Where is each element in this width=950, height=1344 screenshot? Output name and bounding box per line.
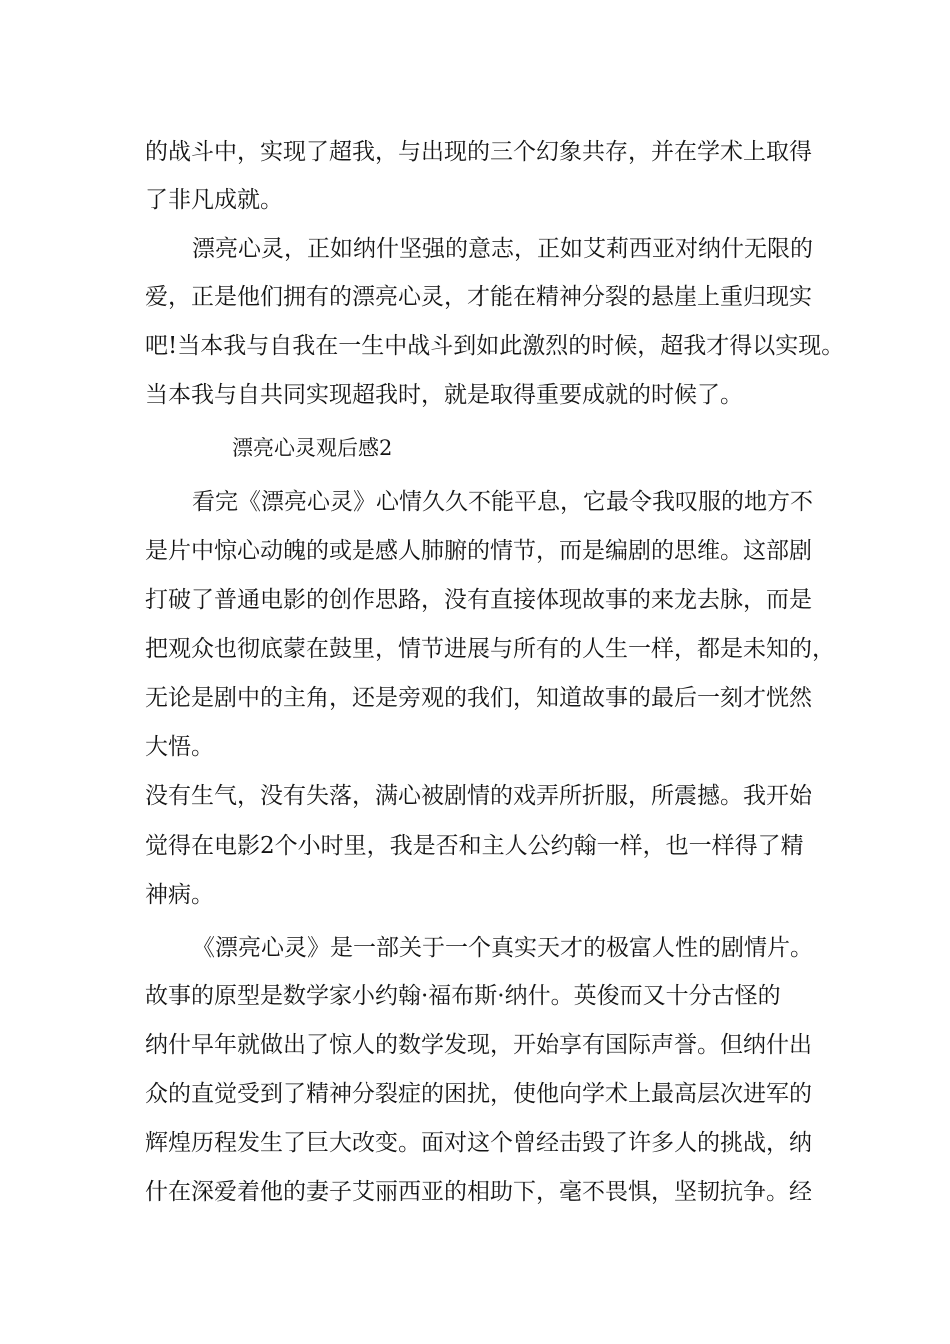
text-line: 了非凡成就。 bbox=[145, 187, 283, 213]
text-line: 什在深爱着他的妻子艾丽西亚的相助下，毫不畏惧，坚韧抗争。经 bbox=[145, 1179, 812, 1205]
text-line: 打破了普通电影的创作思路，没有直接体现故事的来龙去脉，而是 bbox=[145, 587, 812, 613]
text-line: 的战斗中，实现了超我，与出现的三个幻象共存，并在学术上取得 bbox=[145, 139, 812, 165]
text-line: 无论是剧中的主角，还是旁观的我们，知道故事的最后一刻才恍然 bbox=[145, 685, 812, 711]
text-line: 故事的原型是数学家小约翰·福布斯·纳什。英俊而又十分古怪的 bbox=[145, 983, 781, 1009]
text-line: 爱，正是他们拥有的漂亮心灵，才能在精神分裂的悬崖上重归现实 bbox=[145, 284, 812, 310]
text-line: 众的直觉受到了精神分裂症的困扰，使他向学术上最高层次进军的 bbox=[145, 1081, 812, 1107]
paragraph-first-line: 《漂亮心灵》是一部关于一个真实天才的极富人性的剧情片。 bbox=[192, 935, 813, 961]
text-line: 把观众也彻底蒙在鼓里，情节进展与所有的人生一样，都是未知的， bbox=[145, 636, 835, 662]
text-line: 神病。 bbox=[145, 882, 214, 908]
text-line: 纳什早年就做出了惊人的数学发现，开始享有国际声誉。但纳什出 bbox=[145, 1032, 812, 1058]
section-heading: 漂亮心灵观后感2 bbox=[232, 436, 393, 460]
text-line: 辉煌历程发生了巨大改变。面对这个曾经击毁了许多人的挑战，纳 bbox=[145, 1130, 812, 1156]
text-line: 觉得在电影2个小时里，我是否和主人公约翰一样，也一样得了精 bbox=[145, 833, 804, 859]
text-line: 没有生气，没有失落，满心被剧情的戏弄所折服，所震撼。我开始 bbox=[145, 783, 812, 809]
text-line: 吧!当本我与自我在一生中战斗到如此激烈的时候，超我才得以实现。 bbox=[145, 333, 845, 359]
paragraph-first-line: 漂亮心灵，正如纳什坚强的意志，正如艾莉西亚对纳什无限的 bbox=[192, 236, 813, 262]
text-line: 大悟。 bbox=[145, 734, 214, 760]
text-line: 当本我与自共同实现超我时，就是取得重要成就的时候了。 bbox=[145, 382, 743, 408]
paragraph-first-line: 看完《漂亮心灵》心情久久不能平息，它最令我叹服的地方不 bbox=[192, 489, 813, 515]
text-line: 是片中惊心动魄的或是感人肺腑的情节，而是编剧的思维。这部剧 bbox=[145, 538, 812, 564]
